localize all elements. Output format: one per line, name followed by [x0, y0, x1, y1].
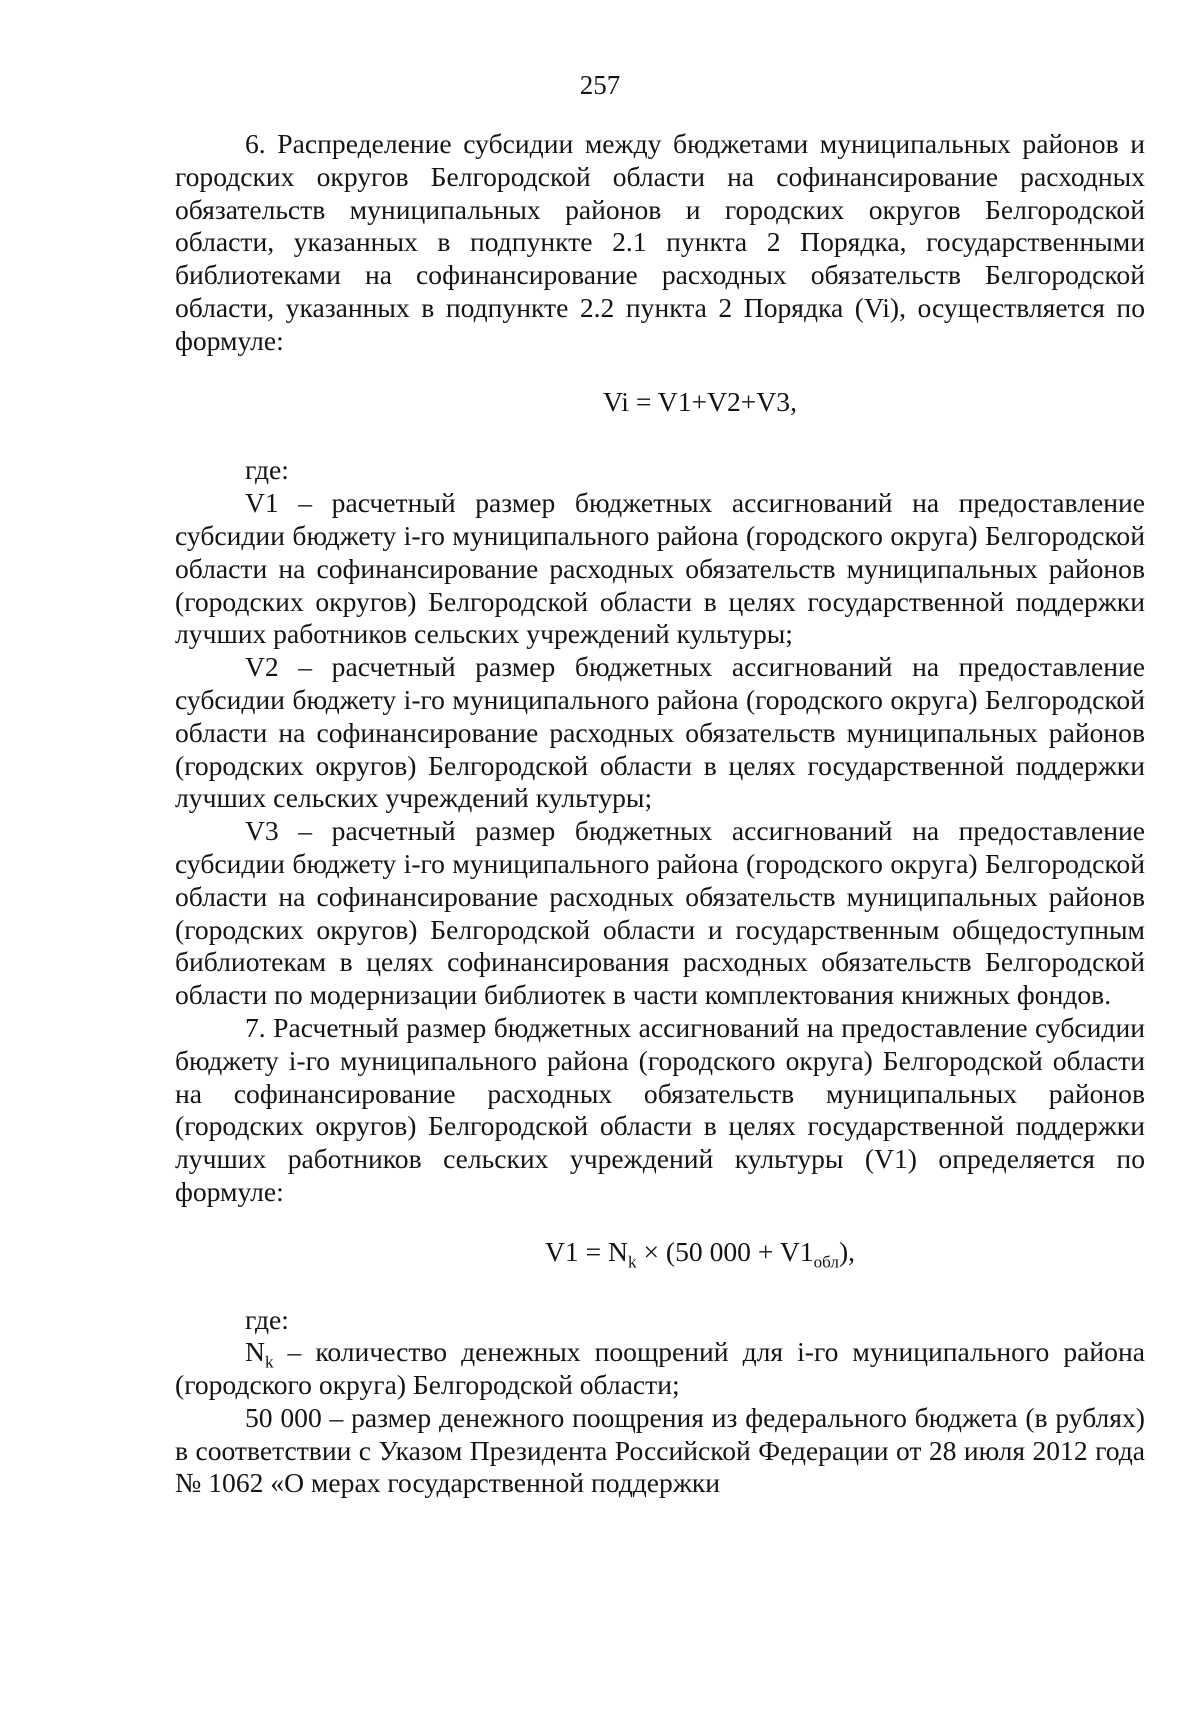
formula-v1-sub-k: k [627, 1252, 637, 1272]
formula-v1-sub-obl: обл [813, 1252, 839, 1272]
document-body [175, 128, 1145, 1500]
definition-50000: 50 000 – размер денежного поощрения из федерального бюджета (в рублях) в соответствии с Указом Президента Российской Федерации от 28 июля 2012 года № 1062 «О мерах государственной поддержки [175, 1401, 1145, 1499]
where-label: где: [245, 454, 289, 486]
definition-v2: V2 – расчетный размер бюджетных ассигнований на предоставление субсидии бюджету i-го муниципального района (городского округа) Белгородской области на софинансирование расходных обязательств муниципальных районов (городских округов) Белгородской области в целях государственной поддержки лучших сельских учреждений культуры; [175, 651, 1145, 814]
formula-v1-part-a: V1 = N [544, 1235, 628, 1267]
nk-text: – количество денежных поощрений для i-го муниципального района (городского округа) Белгородской области; [175, 1336, 1145, 1401]
formula-vi: Vi = V1+V2+V3, [603, 385, 797, 417]
where-label-2: где: [245, 1303, 289, 1335]
paragraph-6: 6. Распределение субсидии между бюджетами муниципальных районов и городских округов Белгородской области на софинансирование расходных обязательств муниципальных районов и городских округов Белгородской области, указанных в подпункте 2.1 пункта 2 Порядка, государственными библиотеками на софинансирование расходных обязательств Белгородской области, указанных в подпункте 2.2 пункта 2 Порядка (Vi), осуществляется по формуле: [175, 128, 1145, 356]
nk-symbol: N [245, 1336, 265, 1368]
formula-v1-part-b: × (50 000 + V1 [636, 1235, 814, 1267]
definition-nk [175, 1336, 1145, 1402]
formula-v1-part-c: ), [838, 1235, 856, 1267]
definition-v3: V3 – расчетный размер бюджетных ассигнований на предоставление субсидии бюджету i-го муниципального района (городского округа) Белгородской области на софинансирование расходных обязательств муниципальных районов (городских округов) Белгородской области и государственным общедоступным библиотекам в целях софинансирования расходных обязательств Белгородской области по модернизации библиотек в части комплектования книжных фондов. [175, 815, 1145, 1011]
formula-v1 [175, 1235, 1145, 1272]
nk-sub: k [264, 1352, 274, 1372]
definition-v1: V1 – расчетный размер бюджетных ассигнований на предоставление субсидии бюджету i-го муниципального района (городского округа) Белгородской области на софинансирование расходных обязательств муниципальных районов (городских округов) Белгородской области в целях государственной поддержки лучших работников сельских учреждений культуры; [175, 487, 1145, 650]
page-number: 257 [579, 70, 621, 100]
paragraph-7: 7. Расчетный размер бюджетных ассигнований на предоставление субсидии бюджету i-го муниципального района (городского округа) Белгородской области на софинансирование расходных обязательств муниципальных районов (городских округов) Белгородской области в целях государственной поддержки лучших работников сельских учреждений культуры (V1) определяется по формуле: [175, 1011, 1145, 1207]
